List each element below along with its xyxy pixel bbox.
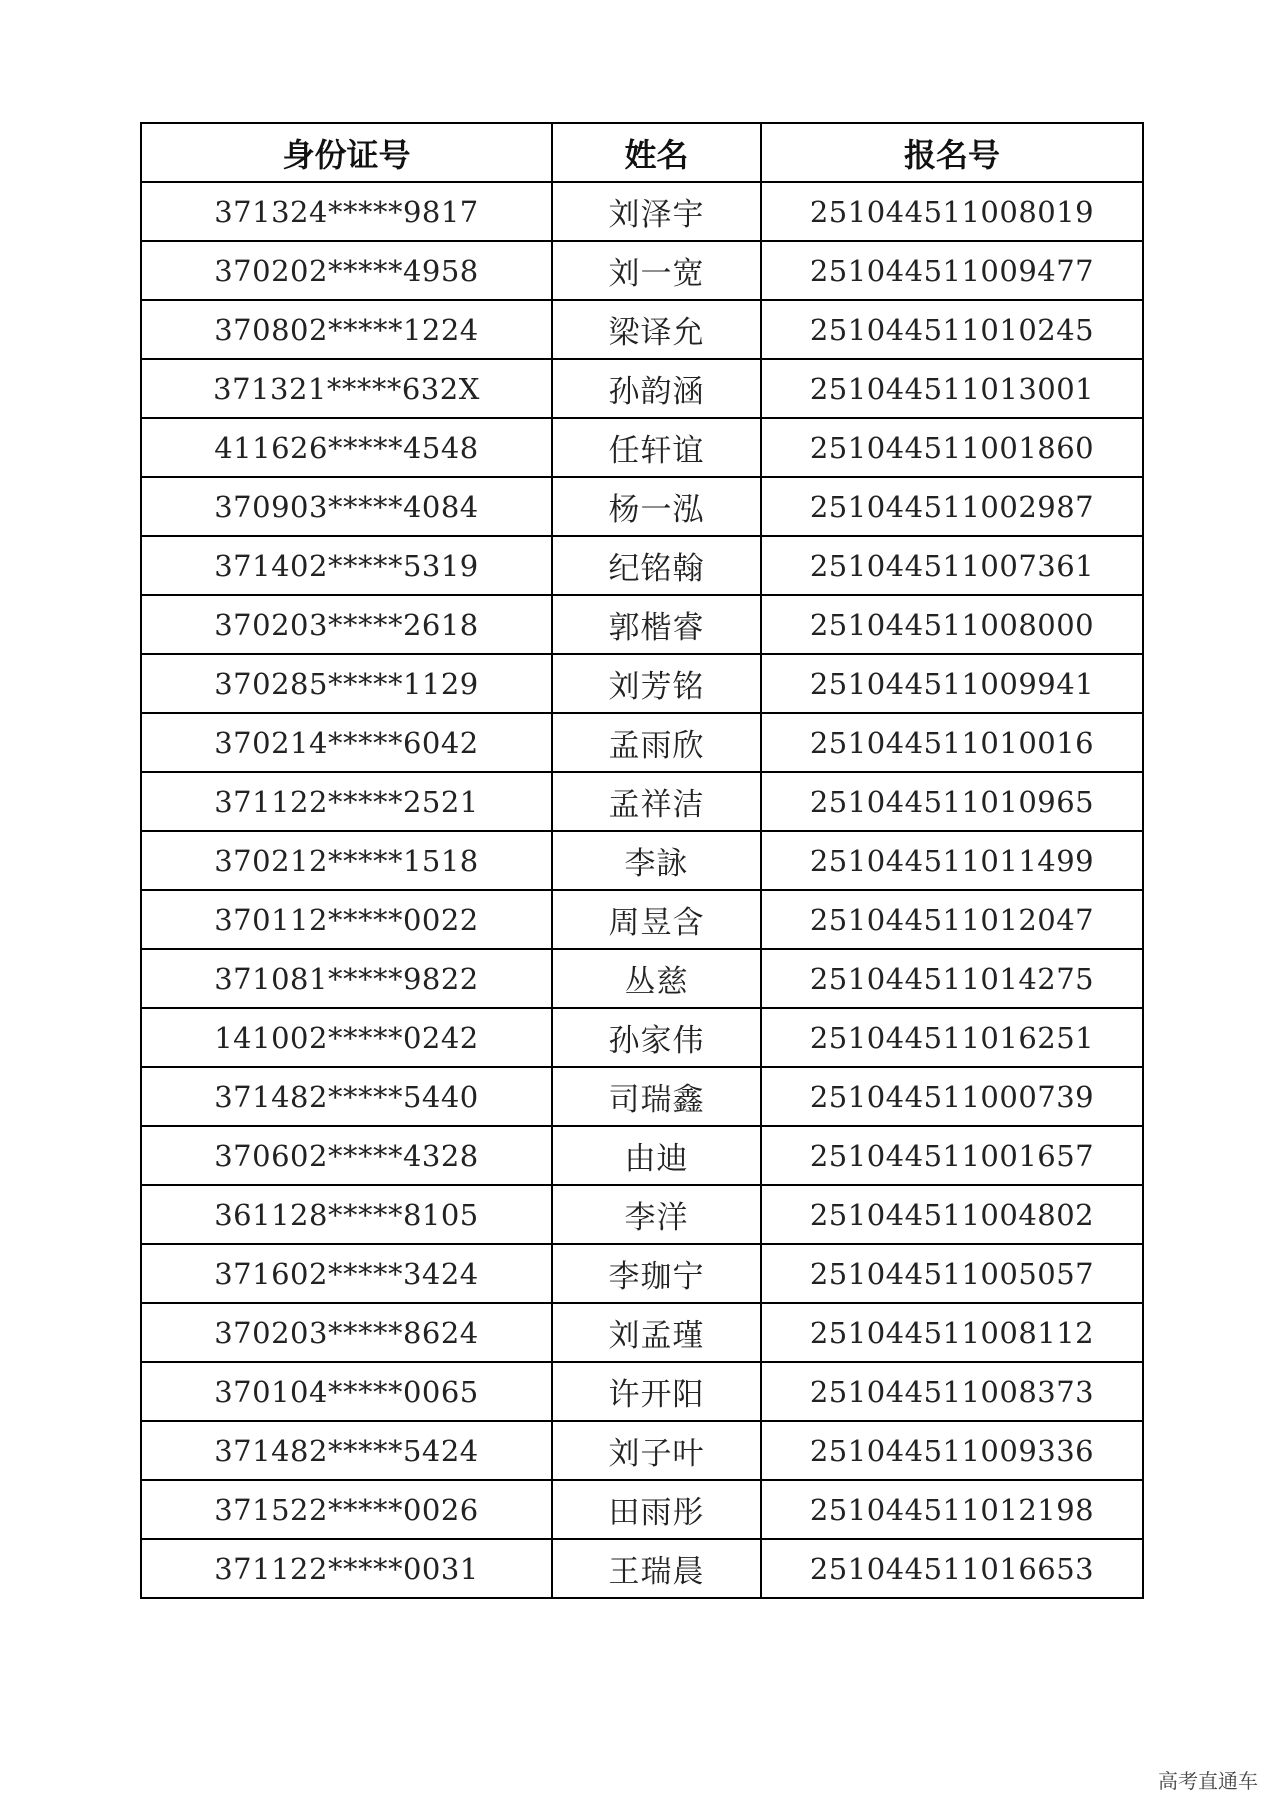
- table-row: [141, 1362, 1143, 1421]
- table-row: [141, 654, 1143, 713]
- cell-registration-number: 251044511008373: [761, 1362, 1143, 1421]
- cell-name: 杨一泓: [552, 477, 761, 536]
- table-row: [141, 1539, 1143, 1598]
- cell-registration-number: 251044511016251: [761, 1008, 1143, 1067]
- cell-id-number: 370202*****4958: [141, 241, 552, 300]
- cell-registration-number: 251044511007361: [761, 536, 1143, 595]
- cell-name: 孟祥洁: [552, 772, 761, 831]
- table-row: [141, 1244, 1143, 1303]
- cell-name: 任轩谊: [552, 418, 761, 477]
- cell-id-number: 370802*****1224: [141, 300, 552, 359]
- table-row: [141, 359, 1143, 418]
- cell-id-number: 371122*****0031: [141, 1539, 552, 1598]
- table-row: [141, 1008, 1143, 1067]
- cell-name: 刘孟瑾: [552, 1303, 761, 1362]
- cell-id-number: 370104*****0065: [141, 1362, 552, 1421]
- cell-id-number: 370903*****4084: [141, 477, 552, 536]
- cell-registration-number: 251044511004802: [761, 1185, 1143, 1244]
- table-row: [141, 831, 1143, 890]
- cell-id-number: 361128*****8105: [141, 1185, 552, 1244]
- cell-registration-number: 251044511000739: [761, 1067, 1143, 1126]
- table-row: [141, 1185, 1143, 1244]
- table-header-row: [141, 123, 1143, 182]
- cell-registration-number: 251044511008000: [761, 595, 1143, 654]
- cell-registration-number: 251044511010016: [761, 713, 1143, 772]
- cell-name: 刘子叶: [552, 1421, 761, 1480]
- cell-registration-number: 251044511009336: [761, 1421, 1143, 1480]
- cell-registration-number: 251044511001657: [761, 1126, 1143, 1185]
- cell-name: 孙家伟: [552, 1008, 761, 1067]
- cell-id-number: 371324*****9817: [141, 182, 552, 241]
- table-row: [141, 1480, 1143, 1539]
- cell-id-number: 371522*****0026: [141, 1480, 552, 1539]
- table-row: [141, 418, 1143, 477]
- cell-name: 孙韵涵: [552, 359, 761, 418]
- cell-name: 梁译允: [552, 300, 761, 359]
- cell-registration-number: 251044511013001: [761, 359, 1143, 418]
- table-body: [141, 182, 1143, 1598]
- cell-name: 李珈宁: [552, 1244, 761, 1303]
- cell-id-number: 371122*****2521: [141, 772, 552, 831]
- cell-id-number: 370212*****1518: [141, 831, 552, 890]
- cell-registration-number: 251044511011499: [761, 831, 1143, 890]
- cell-name: 刘一宽: [552, 241, 761, 300]
- cell-registration-number: 251044511016653: [761, 1539, 1143, 1598]
- cell-name: 刘泽宇: [552, 182, 761, 241]
- table-row: [141, 536, 1143, 595]
- cell-registration-number: 251044511009477: [761, 241, 1143, 300]
- table-row: [141, 1421, 1143, 1480]
- table-row: [141, 182, 1143, 241]
- cell-id-number: 371081*****9822: [141, 949, 552, 1008]
- cell-registration-number: 251044511002987: [761, 477, 1143, 536]
- table-row: [141, 890, 1143, 949]
- cell-name: 郭楷睿: [552, 595, 761, 654]
- cell-id-number: 370203*****8624: [141, 1303, 552, 1362]
- cell-name: 王瑞晨: [552, 1539, 761, 1598]
- cell-id-number: 370112*****0022: [141, 890, 552, 949]
- cell-id-number: 141002*****0242: [141, 1008, 552, 1067]
- cell-registration-number: 251044511005057: [761, 1244, 1143, 1303]
- header-id-number: 身份证号: [141, 123, 552, 182]
- cell-registration-number: 251044511001860: [761, 418, 1143, 477]
- cell-name: 李詠: [552, 831, 761, 890]
- cell-registration-number: 251044511009941: [761, 654, 1143, 713]
- watermark: 高考直通车: [1158, 1765, 1258, 1794]
- roster-table: [140, 122, 1144, 1599]
- cell-registration-number: 251044511010245: [761, 300, 1143, 359]
- table-row: [141, 1067, 1143, 1126]
- cell-name: 丛慈: [552, 949, 761, 1008]
- cell-id-number: 371482*****5424: [141, 1421, 552, 1480]
- header-name: 姓名: [552, 123, 761, 182]
- cell-id-number: 371602*****3424: [141, 1244, 552, 1303]
- cell-id-number: 371402*****5319: [141, 536, 552, 595]
- cell-name: 纪铭翰: [552, 536, 761, 595]
- cell-id-number: 371482*****5440: [141, 1067, 552, 1126]
- cell-registration-number: 251044511008112: [761, 1303, 1143, 1362]
- cell-name: 由迪: [552, 1126, 761, 1185]
- cell-registration-number: 251044511010965: [761, 772, 1143, 831]
- cell-name: 司瑞鑫: [552, 1067, 761, 1126]
- table-row: [141, 713, 1143, 772]
- cell-id-number: 370203*****2618: [141, 595, 552, 654]
- cell-id-number: 370214*****6042: [141, 713, 552, 772]
- cell-name: 李洋: [552, 1185, 761, 1244]
- cell-name: 刘芳铭: [552, 654, 761, 713]
- cell-name: 田雨彤: [552, 1480, 761, 1539]
- table-row: [141, 300, 1143, 359]
- cell-id-number: 370602*****4328: [141, 1126, 552, 1185]
- cell-name: 周昱含: [552, 890, 761, 949]
- cell-registration-number: 251044511014275: [761, 949, 1143, 1008]
- table-row: [141, 1303, 1143, 1362]
- cell-registration-number: 251044511012198: [761, 1480, 1143, 1539]
- cell-id-number: 370285*****1129: [141, 654, 552, 713]
- cell-registration-number: 251044511012047: [761, 890, 1143, 949]
- table-row: [141, 477, 1143, 536]
- table-row: [141, 1126, 1143, 1185]
- header-registration-number: 报名号: [761, 123, 1143, 182]
- table-row: [141, 241, 1143, 300]
- cell-name: 许开阳: [552, 1362, 761, 1421]
- table-row: [141, 772, 1143, 831]
- cell-registration-number: 251044511008019: [761, 182, 1143, 241]
- table-row: [141, 595, 1143, 654]
- table-row: [141, 949, 1143, 1008]
- cell-id-number: 411626*****4548: [141, 418, 552, 477]
- cell-name: 孟雨欣: [552, 713, 761, 772]
- cell-id-number: 371321*****632X: [141, 359, 552, 418]
